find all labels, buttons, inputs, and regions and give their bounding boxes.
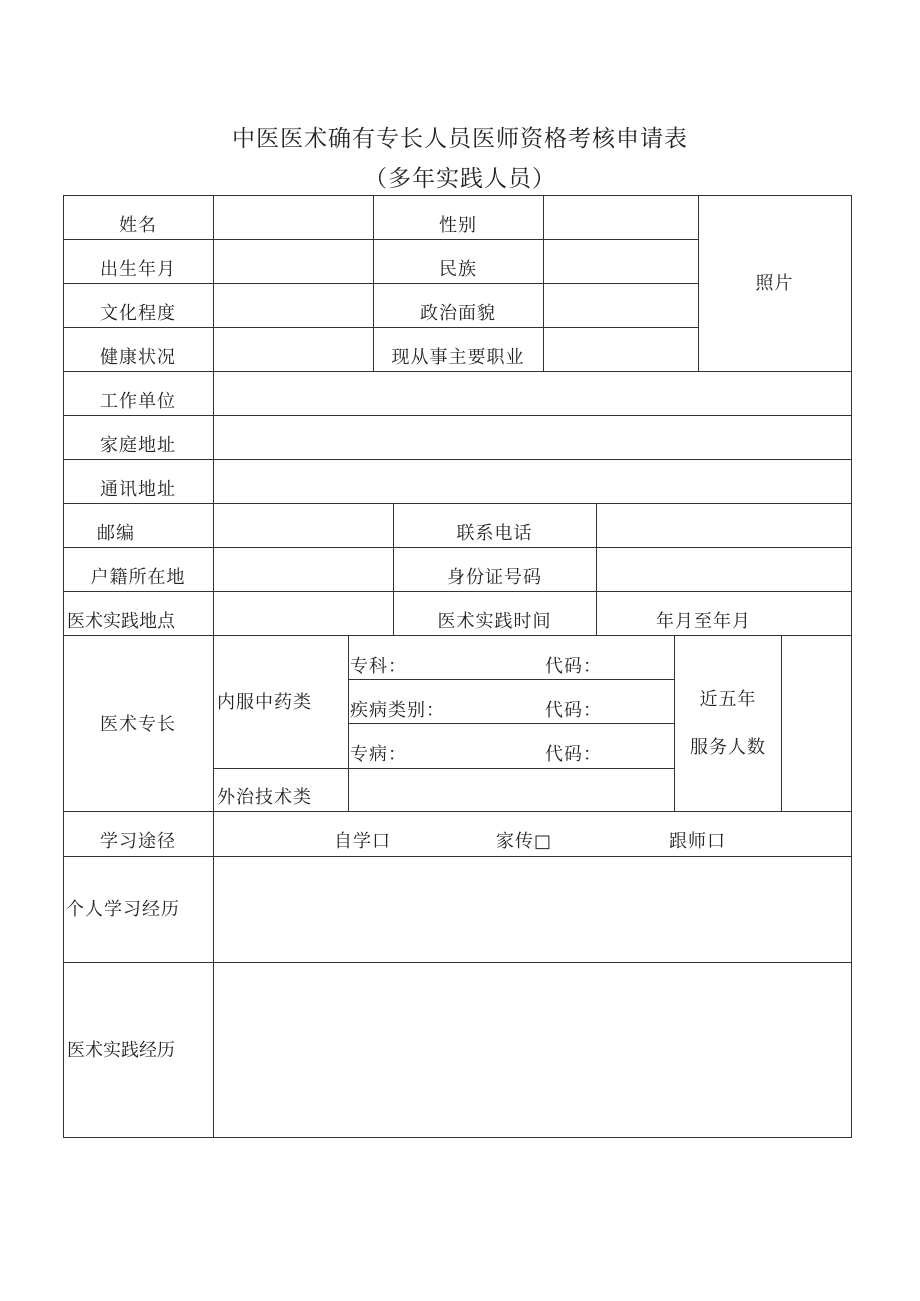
- row-line: [63, 635, 852, 636]
- study-path-label: 学习途径: [100, 831, 176, 852]
- phone-label: 联系电话: [456, 523, 533, 544]
- form-title: 中医医术确有专长人员医师资格考核申请表: [232, 126, 688, 152]
- phone-field[interactable]: [597, 504, 851, 547]
- subject-label: 专科：: [350, 656, 407, 677]
- internal-medicine-label: 内服中药类: [217, 692, 312, 713]
- political-field[interactable]: [544, 284, 698, 327]
- postcode-field[interactable]: [214, 504, 393, 547]
- occupation-label: 现从事主要职业: [391, 347, 525, 368]
- row-line: [63, 1137, 852, 1138]
- disease-category-label: 疾病类别：: [350, 700, 445, 721]
- external-tech-label: 外治技术类: [217, 787, 312, 808]
- external-tech-field[interactable]: [349, 769, 674, 811]
- education-field[interactable]: [214, 284, 373, 327]
- practice-place-field[interactable]: [214, 592, 393, 635]
- row-line: [348, 679, 675, 680]
- household-field[interactable]: [214, 548, 393, 591]
- row-line: [348, 723, 675, 724]
- practice-time-value[interactable]: 年月至年月: [656, 611, 751, 632]
- practice-history-label: 医术实践经历: [67, 1040, 175, 1061]
- birth-label: 出生年月: [100, 259, 176, 280]
- health-field[interactable]: [214, 328, 373, 371]
- workplace-label: 工作单位: [100, 391, 176, 412]
- service-count-label-line2: 服务人数: [690, 737, 766, 758]
- name-label: 姓名: [119, 215, 157, 236]
- gender-field[interactable]: [544, 196, 698, 239]
- household-label: 户籍所在地: [90, 567, 186, 588]
- education-label: 文化程度: [100, 303, 176, 324]
- occupation-field[interactable]: [544, 328, 698, 371]
- postcode-label: 邮编: [97, 523, 135, 544]
- mail-address-field[interactable]: [214, 460, 851, 503]
- self-study-option[interactable]: 自学口: [334, 831, 391, 852]
- political-label: 政治面貌: [420, 303, 496, 324]
- practice-history-field[interactable]: [214, 963, 851, 1137]
- subject-code-label: 代码：: [545, 656, 602, 677]
- form-subtitle: （多年实践人员）: [364, 166, 556, 192]
- name-field[interactable]: [214, 196, 373, 239]
- study-history-field[interactable]: [214, 857, 851, 962]
- mentor-option[interactable]: 跟师口: [669, 831, 726, 852]
- row-line: [63, 811, 852, 812]
- gender-label: 性别: [439, 215, 477, 236]
- disease-label: 专病：: [350, 744, 407, 765]
- service-count-label-line1: 近五年: [699, 689, 757, 710]
- ethnicity-field[interactable]: [544, 240, 698, 283]
- practice-place-label: 医术实践地点: [67, 611, 175, 632]
- family-option[interactable]: 家传□: [496, 831, 553, 852]
- health-label: 健康状况: [100, 347, 176, 368]
- practice-time-label: 医术实践时间: [437, 611, 552, 632]
- study-history-label: 个人学习经历: [66, 899, 180, 920]
- home-address-field[interactable]: [214, 416, 851, 459]
- row-line: [63, 591, 852, 592]
- col-line: [851, 195, 852, 1138]
- id-number-label: 身份证号码: [447, 567, 542, 588]
- home-address-label: 家庭地址: [100, 435, 176, 456]
- specialty-label: 医术专长: [100, 714, 176, 735]
- disease-code-label: 代码：: [545, 744, 602, 765]
- workplace-field[interactable]: [214, 372, 851, 415]
- disease-category-code-label: 代码：: [545, 700, 602, 721]
- col-line: [674, 635, 675, 811]
- service-count-field[interactable]: [782, 636, 851, 811]
- id-number-field[interactable]: [597, 548, 851, 591]
- photo-label: 照片: [755, 273, 794, 294]
- mail-address-label: 通讯地址: [100, 479, 176, 500]
- birth-field[interactable]: [214, 240, 373, 283]
- ethnicity-label: 民族: [439, 259, 477, 280]
- col-line: [63, 195, 64, 1138]
